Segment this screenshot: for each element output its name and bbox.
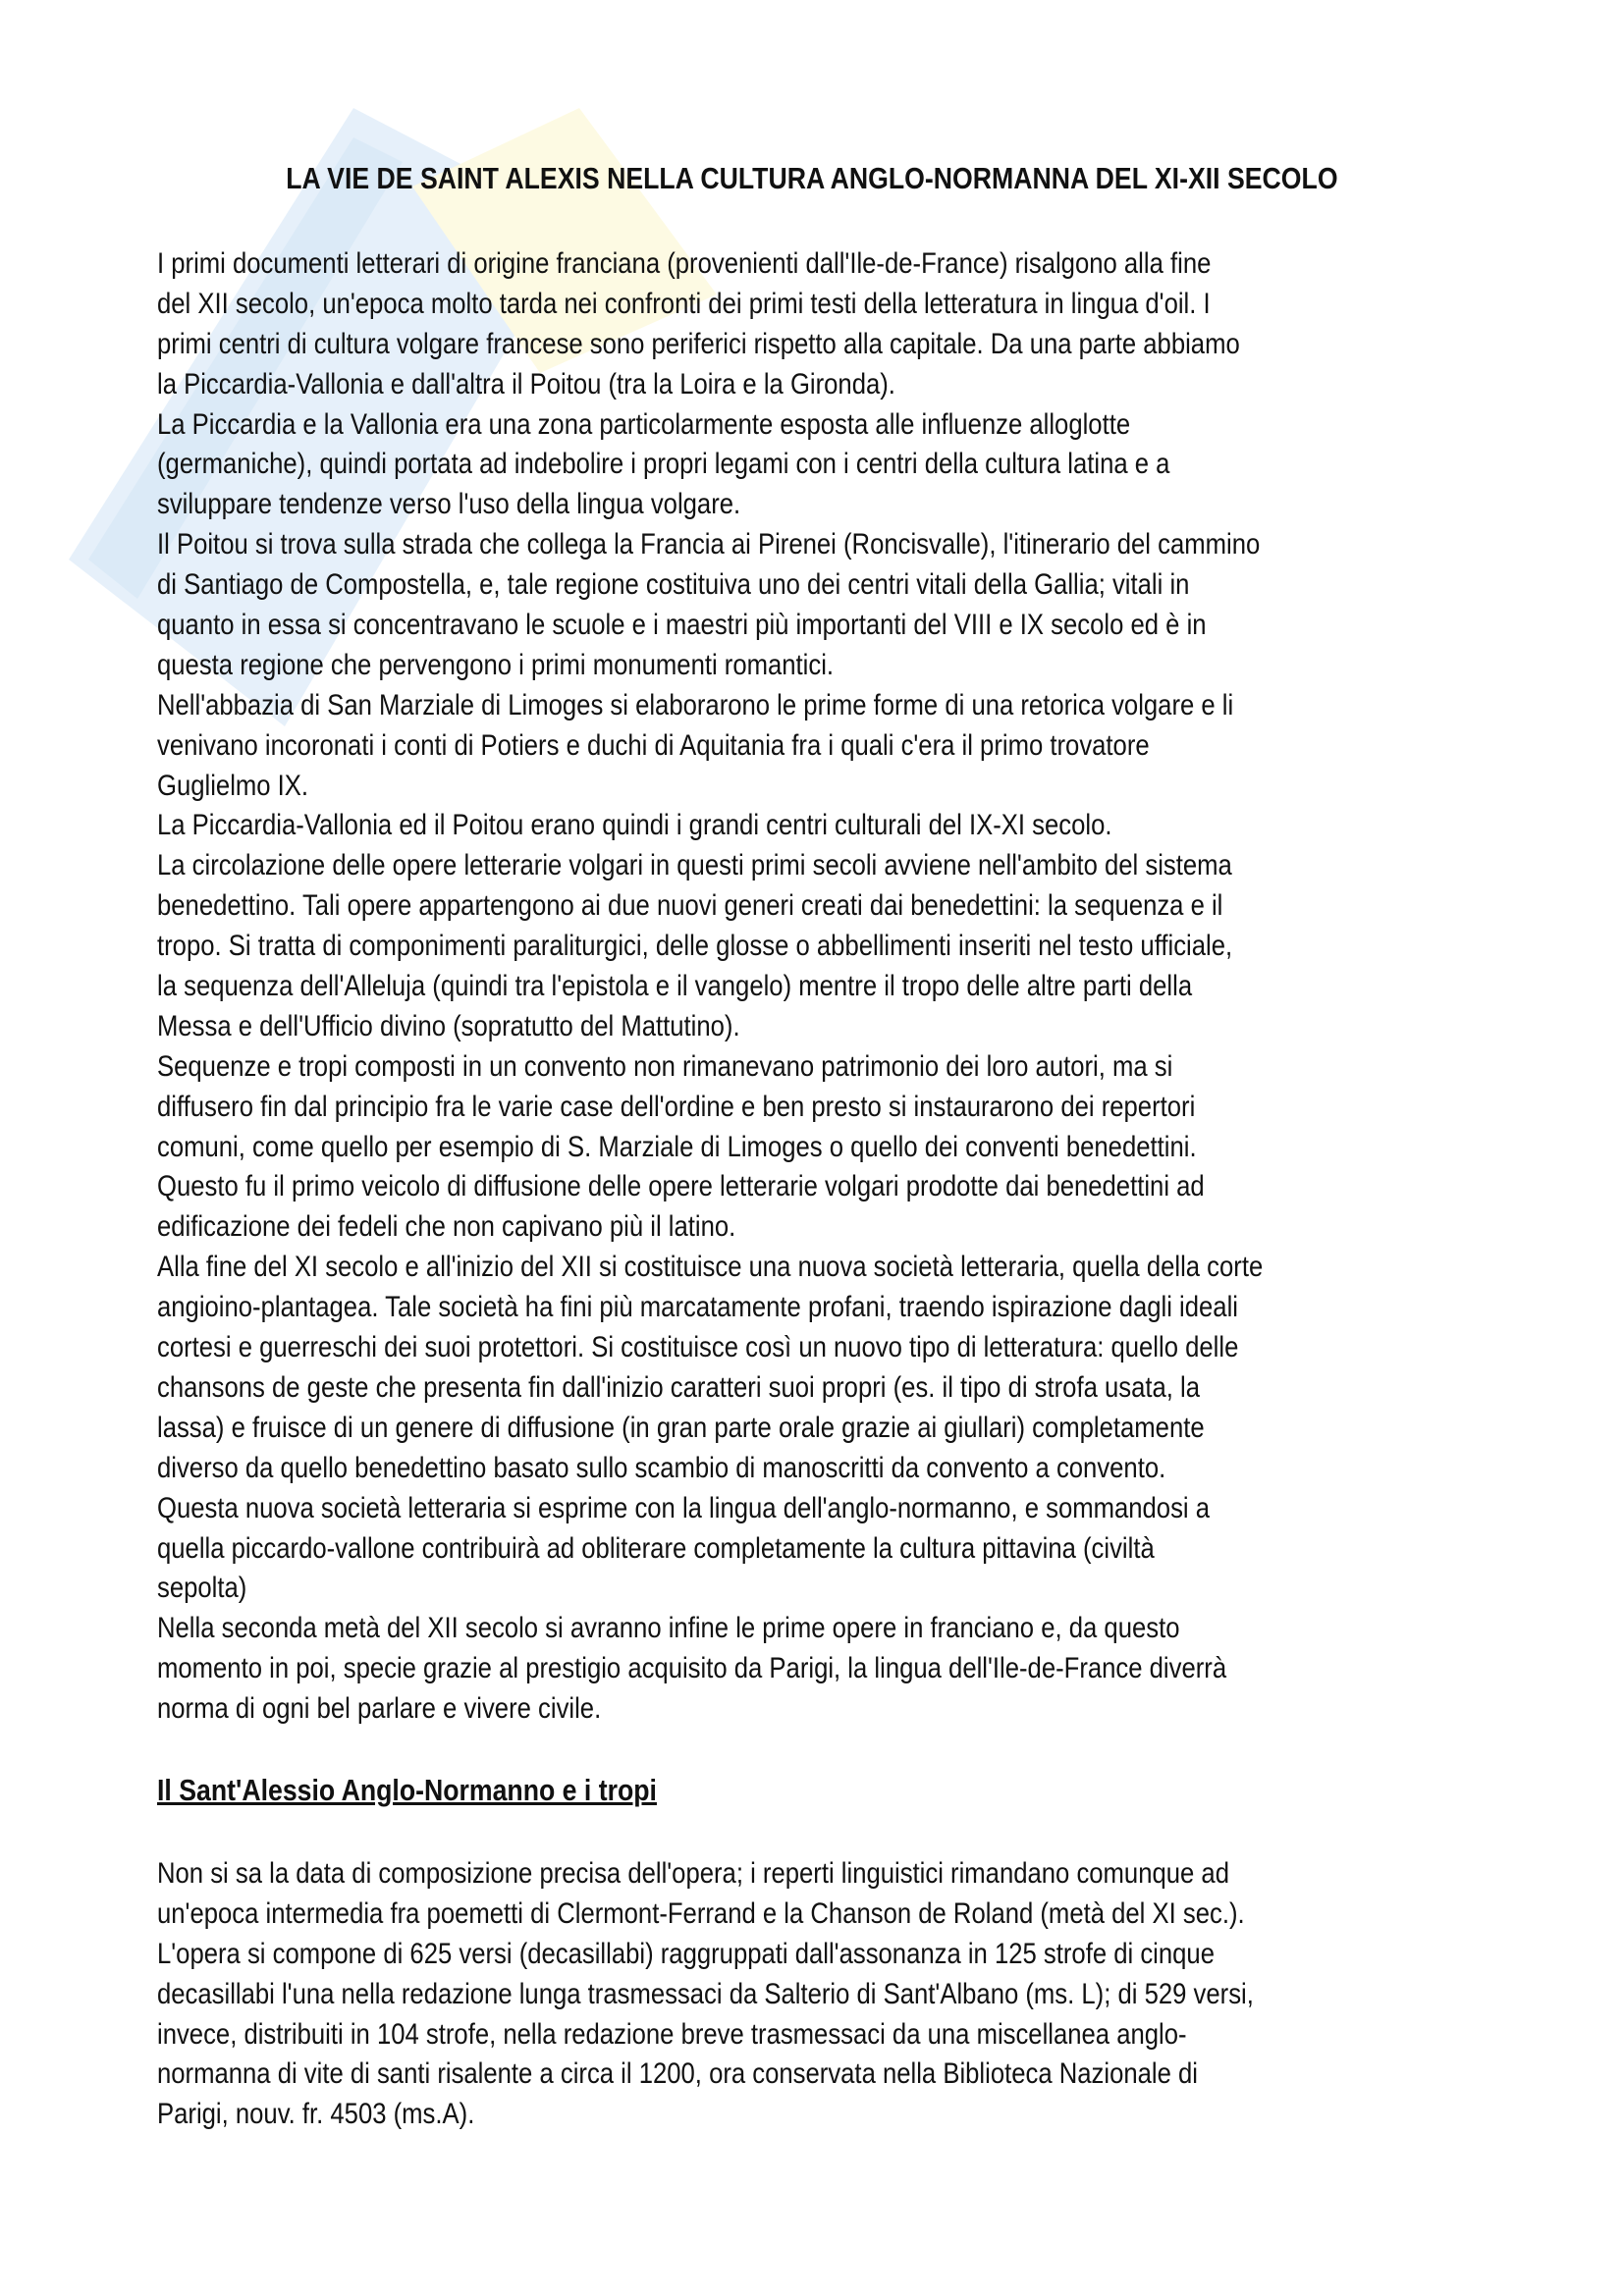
section2-body [157, 1854, 1254, 2135]
paragraph-line: comuni, come quello per esempio di S. Marziale di Limoges o quello dei conventi benedettini. [157, 1130, 1197, 1163]
paragraph-line: (germaniche), quindi portata ad indebolire i propri legami con i centri della cultura latina e a [157, 448, 1170, 481]
paragraph-line: sviluppare tendenze verso l'uso della lingua volgare. [157, 488, 741, 521]
paragraph-line: Guglielmo IX. [157, 769, 309, 802]
paragraph-line: normanna di vite di santi risalente a circa il 1200, ora conservata nella Biblioteca Nazionale di [157, 2057, 1198, 2091]
paragraph-line: la Piccardia-Vallonia e dall'altra il Poitou (tra la Loira e la Gironda). [157, 367, 895, 400]
paragraph-line: questa regione che pervengono i primi monumenti romantici. [157, 648, 835, 681]
paragraph-line: decasillabi l'una nella redazione lunga trasmessaci da Salterio di Sant'Albano (ms. L); di 529 versi, [157, 1977, 1254, 2010]
document-title [0, 161, 1623, 196]
paragraph-line: un'epoca intermedia fra poemetti di Clermont-Ferrand e la Chanson de Roland (metà del XI sec.). [157, 1896, 1245, 1930]
paragraph-line: sepolta) [157, 1572, 247, 1605]
paragraph-line: venivano incoronati i conti di Potiers e duchi di Aquitania fra i quali c'era il primo trovatore [157, 728, 1150, 762]
paragraph-line: angioino-plantagea. Tale società ha fini più marcatamente profani, traendo ispirazione dagli ideali [157, 1291, 1238, 1324]
paragraph-line: quanto in essa si concentravano le scuole e i maestri più importanti del VIII e IX secolo ed è in [157, 609, 1207, 642]
paragraph-line: I primi documenti letterari di origine franciana (provenienti dall'Ile-de-France) risalgono alla fine [157, 247, 1212, 280]
paragraph-line: Alla fine del XI secolo e all'inizio del XII si costituisce una nuova società letteraria, quella della corte [157, 1251, 1264, 1284]
paragraph-line: diverso da quello benedettino basato sullo scambio di manoscritti da convento a convento. [157, 1451, 1166, 1484]
paragraph-line: primi centri di cultura volgare francese sono periferici rispetto alla capitale. Da una parte abbiamo [157, 327, 1240, 360]
document-title-text: LA VIE DE SAINT ALEXIS NELLA CULTURA ANGLO-NORMANNA DEL XI-XII SECOLO [285, 161, 1338, 195]
paragraph-line: Messa e dell'Ufficio divino (sopratutto del Mattutino). [157, 1009, 740, 1042]
paragraph-line: Questa nuova società letteraria si esprime con la lingua dell'anglo-normanno, e sommandosi a [157, 1491, 1211, 1524]
section1-body [157, 244, 1263, 1730]
paragraph-line: tropo. Si tratta di componimenti paraliturgici, delle glosse o abbellimenti inseriti nel testo ufficiale, [157, 930, 1233, 963]
paragraph-line: quella piccardo-vallone contribuirà ad obliterare completamente la cultura pittavina (civiltà [157, 1531, 1155, 1565]
paragraph-line: Nella seconda metà del XII secolo si avranno infine le prime opere in franciano e, da questo [157, 1612, 1180, 1645]
paragraph-line: Questo fu il primo veicolo di diffusione delle opere letterarie volgari prodotte dai benedettini ad [157, 1170, 1205, 1203]
paragraph-line: la sequenza dell'Alleluja (quindi tra l'epistola e il vangelo) mentre il tropo delle altre parti della [157, 970, 1193, 1003]
paragraph-line: lassa) e fruisce di un genere di diffusione (in gran parte orale grazie ai giullari) completamente [157, 1411, 1205, 1444]
paragraph-line: invece, distribuiti in 104 strofe, nella redazione breve trasmessaci da una miscellanea anglo- [157, 2017, 1187, 2051]
paragraph-line: Il Poitou si trova sulla strada che collega la Francia ai Pirenei (Roncisvalle), l'itinerario del cammino [157, 528, 1261, 561]
paragraph-line: momento in poi, specie grazie al prestigio acquisito da Parigi, la lingua dell'Ile-de-France diverrà [157, 1652, 1227, 1685]
section2-heading: Il Sant'Alessio Anglo-Normanno e i tropi [157, 1773, 657, 1807]
paragraph-line: L'opera si compone di 625 versi (decasillabi) raggruppati dall'assonanza in 125 strofe di cinque [157, 1937, 1215, 1970]
paragraph-line: La Piccardia-Vallonia ed il Poitou erano quindi i grandi centri culturali del IX-XI secolo. [157, 809, 1112, 842]
paragraph-line: Non si sa la data di composizione precisa dell'opera; i reperti linguistici rimandano comunque ad [157, 1857, 1229, 1890]
paragraph-line: benedettino. Tali opere appartengono ai due nuovi generi creati dai benedettini: la sequenza e il [157, 889, 1223, 923]
paragraph-line: edificazione dei fedeli che non capivano più il latino. [157, 1210, 736, 1244]
paragraph-line: diffusero fin dal principio fra le varie case dell'ordine e ben presto si instaurarono dei repertori [157, 1090, 1196, 1123]
paragraph-line: Sequenze e tropi composti in un convento non rimanevano patrimonio dei loro autori, ma si [157, 1049, 1173, 1083]
paragraph-line: del XII secolo, un'epoca molto tarda nei confronti dei primi testi della letteratura in lingua d'oil. I [157, 287, 1211, 320]
paragraph-line: norma di ogni bel parlare e vivere civile. [157, 1692, 602, 1726]
paragraph-line: di Santiago de Compostella, e, tale regione costituiva uno dei centri vitali della Gallia; vitali in [157, 568, 1190, 602]
paragraph-line: Nell'abbazia di San Marziale di Limoges si elaborarono le prime forme di una retorica volgare e li [157, 688, 1234, 721]
paragraph-line: cortesi e guerreschi dei suoi protettori. Si costituisce così un nuovo tipo di letteratura: quello delle [157, 1331, 1239, 1364]
paragraph-line: La circolazione delle opere letterarie volgari in questi primi secoli avviene nell'ambito del sistema [157, 849, 1232, 882]
paragraph-line: Parigi, nouv. fr. 4503 (ms.A). [157, 2098, 475, 2131]
paragraph-line: La Piccardia e la Vallonia era una zona particolarmente esposta alle influenze alloglotte [157, 407, 1131, 441]
paragraph-line: chansons de geste che presenta fin dall'inizio caratteri suoi propri (es. il tipo di strofa usata, la [157, 1370, 1201, 1404]
